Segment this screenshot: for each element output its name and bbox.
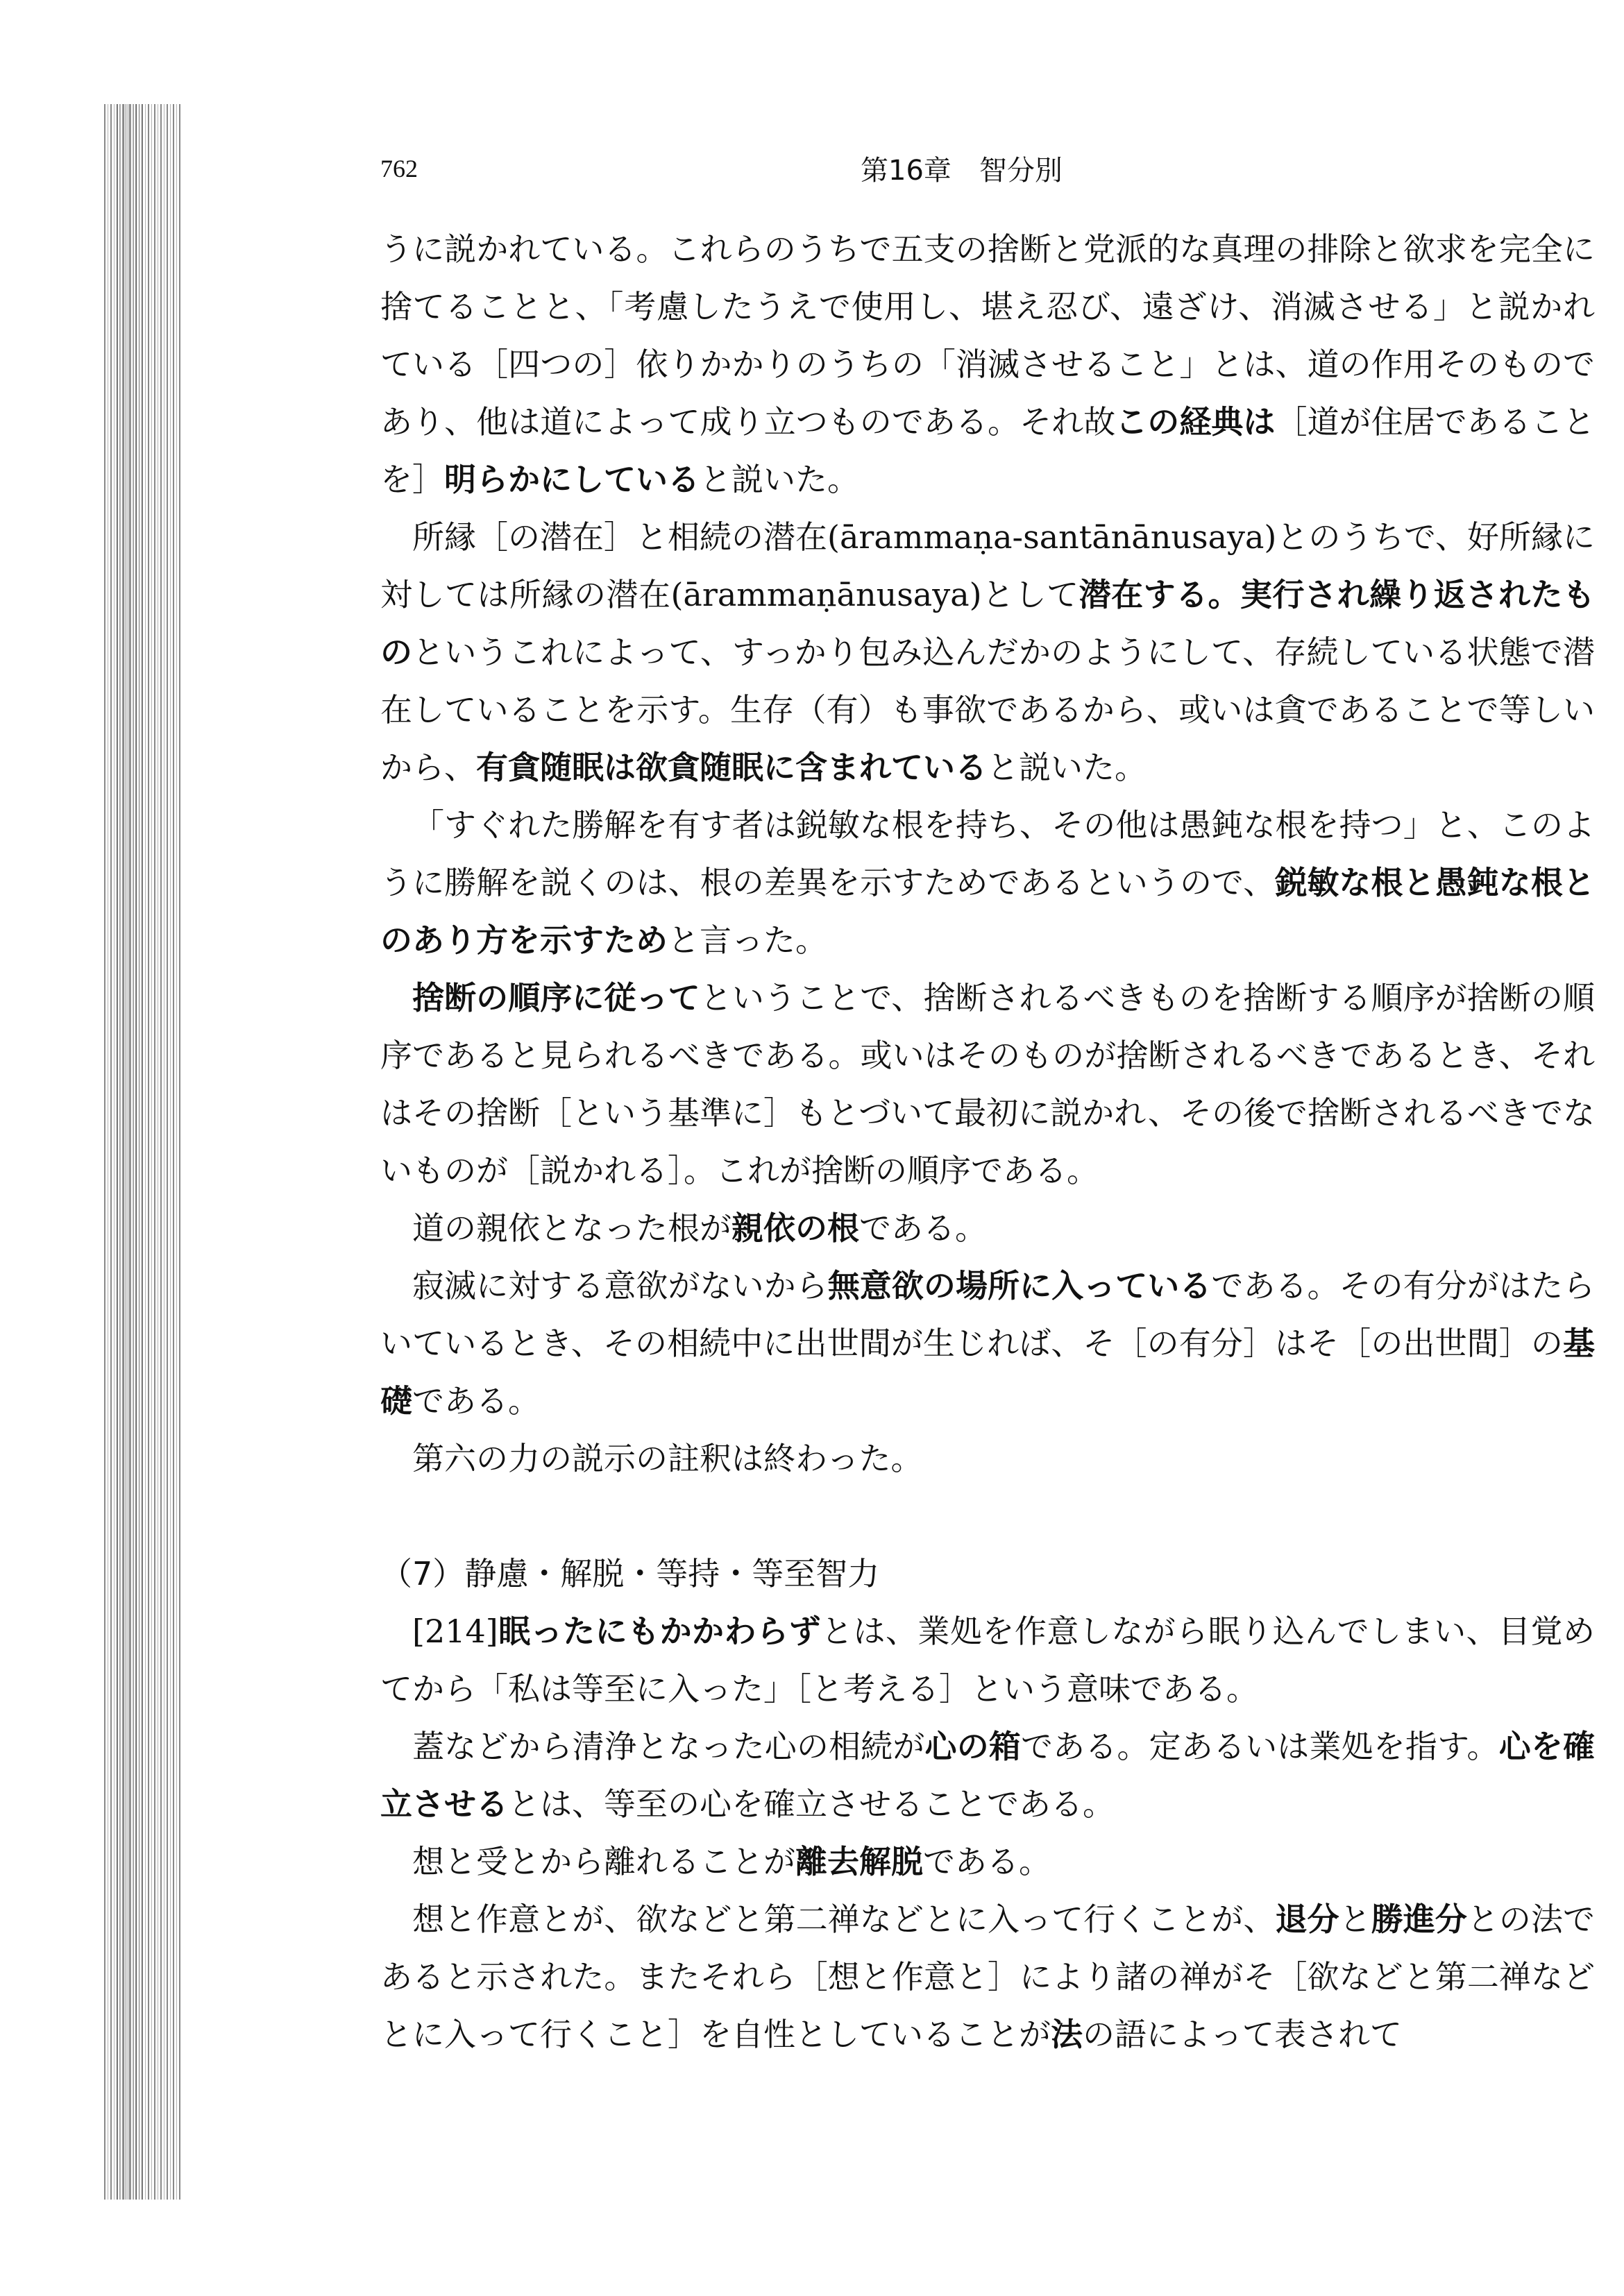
bold-term: 退分	[1275, 1900, 1339, 1938]
bold-term: 心の箱	[924, 1728, 1022, 1765]
text-segment: の語によって表されて	[1083, 2016, 1402, 2053]
bold-term: 潜在する。実行され繰り返されたもの	[380, 576, 1596, 671]
bold-term: 親依の根	[731, 1209, 859, 1247]
text-segment: と説いた。	[700, 461, 859, 498]
bold-term: 勝進分	[1371, 1900, 1467, 1938]
text-segment: である。	[412, 1382, 540, 1420]
text-segment: 所縁［の潜在］と相続の潜在(ārammaṇa-santānānusaya)とのうちで、好所縁に対しては所縁の潜在(ārammaṇānusaya)として	[380, 518, 1595, 613]
text-segment: 蓋などから清浄となった心の相続が	[412, 1728, 925, 1765]
text-segment: と言った。	[668, 921, 827, 959]
paragraph	[380, 1603, 1595, 1718]
text-segment: 道の親依となった根が	[412, 1209, 731, 1247]
paragraph	[380, 509, 1595, 797]
running-title: 第16章 智分別	[861, 155, 1063, 187]
paragraph	[380, 1430, 1595, 1488]
text-segment: 想と作意とが、欲などと第二禅などとに入って行くことが、	[412, 1900, 1276, 1938]
page-number: 762	[380, 155, 418, 182]
text-segment: である。	[923, 1843, 1051, 1880]
text-segment: 「すぐれた勝解を有す者は鋭敏な根を持ち、その他は愚鈍な根を持つ」と、このように勝解を説くのは、根の差異を示すためであるというので、	[380, 806, 1595, 901]
paragraph	[380, 1833, 1595, 1891]
text-segment: とは、等至の心を確立させることである。	[508, 1785, 1115, 1823]
paragraph	[380, 1718, 1595, 1833]
text-segment: というこれによって、すっかり包み込んだかのようにして、存続している状態で潜在していることを示す。生存（有）も事欲であるから、或いは貪であることで等しいから、	[380, 633, 1596, 786]
paragraph	[380, 221, 1595, 509]
text-segment: である。その有分がはたらいているとき、その相続中に出世間が生じれば、そ［の有分］はそ［の出世間］の	[380, 1267, 1596, 1362]
body-text	[380, 221, 1595, 2064]
bold-term: 法	[1051, 2016, 1083, 2053]
text-segment: ［道が住居であることを］	[380, 403, 1596, 498]
bold-term: 有貪随眠は欲貪随眠に含まれている	[476, 749, 987, 786]
bold-term: 離去解脱	[795, 1843, 923, 1880]
bold-term: 鋭敏な根と愚鈍な根とのあり方を示すため	[380, 864, 1595, 959]
text-segment: 寂滅に対する意欲がないから	[412, 1267, 828, 1304]
bold-term: 捨断の順序に従って	[412, 979, 700, 1017]
paragraph	[380, 1891, 1595, 2064]
bold-term: 心を確立させる	[380, 1728, 1596, 1823]
text-segment: である。	[859, 1209, 987, 1247]
text-segment: （7）静慮・解脱・等持・等至智力	[380, 1555, 880, 1592]
text-segment: ということで、捨断されるべきものを捨断する順序が捨断の順序であると見られるべきである。或いはそのものが捨断されるべきであるとき、それはその捨断［という基準に］もとづいて最初に説かれ、その後で捨断されるべきでないものが［説かれる］。これが捨断の順序である。	[380, 979, 1595, 1189]
bold-term: 明らかにしている	[444, 461, 700, 498]
paragraph	[380, 1200, 1595, 1257]
paragraph	[380, 797, 1595, 969]
text-segment: と	[1339, 1900, 1371, 1938]
paragraph	[380, 1257, 1595, 1430]
text-segment: [214]	[412, 1613, 498, 1650]
text-segment: とは、業処を作意しながら眠り込んでしまい、目覚めてから「私は等至に入った」［と考える］という意味である。	[380, 1613, 1596, 1708]
bold-term: この経典は	[1115, 403, 1276, 441]
text-segment: 第六の力の説示の註釈は終わった。	[412, 1440, 923, 1477]
section-heading	[380, 1545, 1595, 1603]
text-segment: うに説かれている。これらのうちで五支の捨断と党派的な真理の排除と欲求を完全に捨てることと、「考慮したうえで使用し、堪え忍び、遠ざけ、消滅させる」と説かれている［四つの］依りかかりのうちの「消滅させること」とは、道の作用そのものであり、他は道によって成り立つものである。それ故	[380, 230, 1596, 441]
text-segment: 想と受とから離れることが	[412, 1843, 795, 1880]
text-segment: との法であると示された。またそれら［想と作意と］により諸の禅がそ［欲などと第二禅などとに入って行くこと］を自性としていることが	[380, 1900, 1596, 2053]
bold-term: 眠ったにもかかわらず	[498, 1613, 821, 1650]
paragraph	[380, 969, 1595, 1200]
text-segment: と説いた。	[987, 749, 1147, 786]
text-segment: である。定あるいは業処を指す。	[1021, 1728, 1499, 1765]
scanned-binding-edge	[104, 104, 180, 2200]
bold-term: 基礎	[380, 1325, 1595, 1420]
bold-term: 無意欲の場所に入っている	[827, 1267, 1212, 1304]
